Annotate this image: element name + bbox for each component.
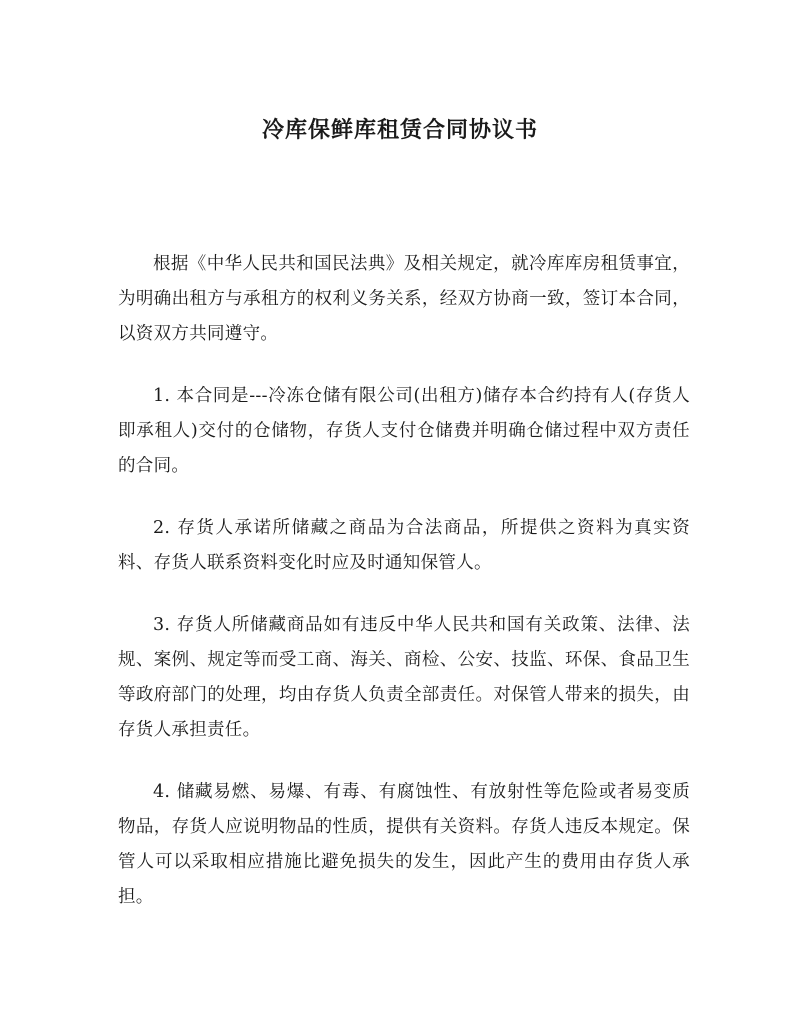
- document-body: [118, 247, 690, 942]
- document-title: 冷库保鲜库租赁合同协议书: [261, 117, 538, 143]
- paragraph-clause-4: 4. 储藏易燃、易爆、有毒、有腐蚀性、有放射性等危险或者易变质物品，存货人应说明物品的性质，提供有关资料。存货人违反本规定。保管人可以采取相应措施比避免损失的发生，因此产生的费用由存货人承担。: [118, 782, 690, 907]
- paragraph-clause-1: 1. 本合同是---冷冻仓储有限公司(出租方)储存本合约持有人(存货人即承租人)交付的仓储物，存货人支付仓储费并明确仓储过程中双方责任的合同。: [118, 386, 690, 476]
- paragraph-clause-3: 3. 存货人所储藏商品如有违反中华人民共和国有关政策、法律、法规、案例、规定等而受工商、海关、商检、公安、技监、环保、食品卫生等政府部门的处理，均由存货人负责全部责任。对保管人带来的损失，由存货人承担责任。: [118, 615, 690, 740]
- paragraph-clause-2: 2. 存货人承诺所储藏之商品为合法商品，所提供之资料为真实资料、存货人联系资料变化时应及时通知保管人。: [118, 518, 690, 573]
- paragraph-intro: 根据《中华人民共和国民法典》及相关规定，就冷库库房租赁事宜，为明确出租方与承租方的权利义务关系，经双方协商一致，签订本合同，以资双方共同遵守。: [118, 254, 690, 344]
